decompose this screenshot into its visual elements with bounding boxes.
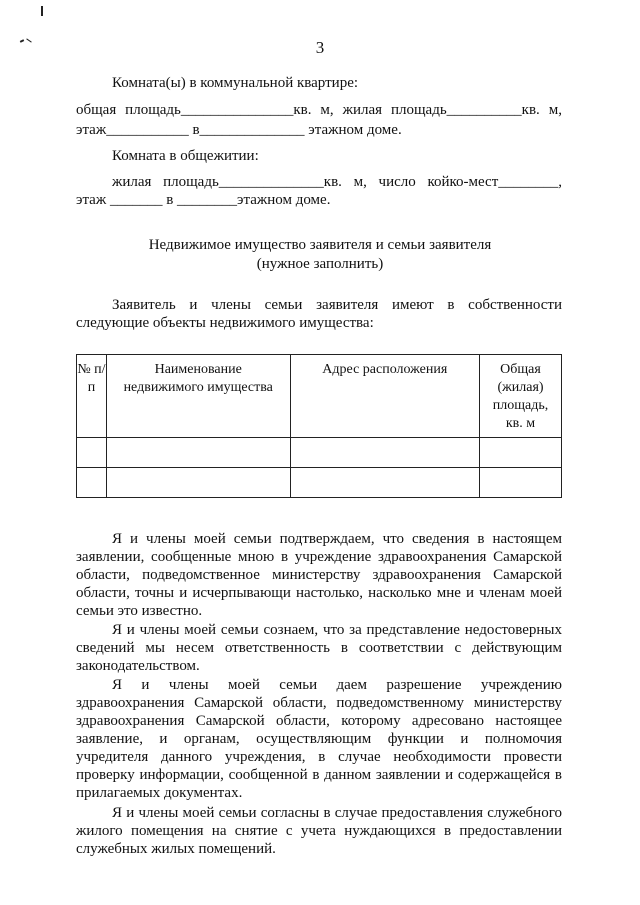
paragraph-line: Я и члены моей семьи согласны в случае предоставления служебного xyxy=(112,805,562,821)
communal-heading: Комната(ы) в коммунальной квартире: xyxy=(112,75,359,91)
table-cell[interactable] xyxy=(77,438,107,468)
communal-area-line: общая площадь_______________кв. м, жилая площадь__________кв. м, xyxy=(76,102,562,118)
table-cell[interactable] xyxy=(290,468,479,498)
paragraph-line: здравоохранения Самарской области, подведомственному министерству xyxy=(76,695,562,711)
paragraph-line: области, точны и исчерпывающи настолько, насколько мне и членам моей xyxy=(76,585,562,601)
paragraph-line: заявлении, сообщенные мною в учреждение здравоохранения Самарской xyxy=(76,549,562,565)
paragraph-line: Я и члены моей семьи сознаем, что за представление недостоверных xyxy=(112,622,562,638)
scan-mark xyxy=(41,6,43,16)
property-intro-line: следующие объекты недвижимого имущества: xyxy=(76,315,374,331)
communal-floor-line: этаж___________ в______________ этажном доме. xyxy=(76,122,402,138)
column-header-number: № п/п xyxy=(77,355,107,438)
paragraph-line: семьи это известно. xyxy=(76,603,203,619)
property-subtitle: (нужное заполнить) xyxy=(256,256,384,272)
column-header-area: Общая (жилая) площадь, кв. м xyxy=(480,355,562,438)
table-row xyxy=(77,438,562,468)
paragraph-line: здравоохранения Самарской области, которому адресовано настоящее xyxy=(76,713,562,729)
dormitory-heading: Комната в общежитии: xyxy=(112,148,259,164)
paragraph-line: учредителя данного учреждения, в случае необходимости провести xyxy=(76,749,562,765)
table-cell[interactable] xyxy=(77,468,107,498)
table-cell[interactable] xyxy=(106,468,290,498)
paragraph-line: заявление, и органам, осуществляющим функции и полномочия xyxy=(76,731,562,747)
column-header-address: Адрес расположения xyxy=(290,355,479,438)
paragraph-line: прилагаемых документах. xyxy=(76,785,243,801)
table-cell[interactable] xyxy=(290,438,479,468)
dormitory-area-line: жилая площадь______________кв. м, число койко-мест________, xyxy=(112,174,562,190)
dormitory-floor-line: этаж _______ в ________этажном доме. xyxy=(76,192,331,208)
property-intro-line: Заявитель и члены семьи заявителя имеют в собственности xyxy=(112,297,562,313)
property-table xyxy=(76,354,562,498)
column-header-name: Наименование недвижимого имущества xyxy=(106,355,290,438)
page-number: 3 xyxy=(315,38,325,57)
paragraph-line: сведений мы несем ответственность в соответствии с действующим xyxy=(76,640,562,656)
table-cell[interactable] xyxy=(480,438,562,468)
paragraph-line: Я и члены моей семьи даем разрешение учреждению xyxy=(112,677,562,693)
paragraph-line: законодательством. xyxy=(76,658,200,674)
paragraph-line: области, подведомственное министерству здравоохранения Самарской xyxy=(76,567,562,583)
paragraph-line: Я и члены моей семьи подтверждаем, что сведения в настоящем xyxy=(112,531,562,547)
table-header-row xyxy=(77,355,562,438)
table-row xyxy=(77,468,562,498)
property-title: Недвижимое имущество заявителя и семьи заявителя xyxy=(148,237,492,253)
paragraph-line: служебных жилых помещений. xyxy=(76,841,276,857)
paragraph-line: жилого помещения на снятие с учета нуждающихся в предоставлении xyxy=(76,823,562,839)
table-cell[interactable] xyxy=(106,438,290,468)
paragraph-line: проверку информации, сообщенной в данном заявлении и содержащейся в xyxy=(76,767,562,783)
table-cell[interactable] xyxy=(480,468,562,498)
